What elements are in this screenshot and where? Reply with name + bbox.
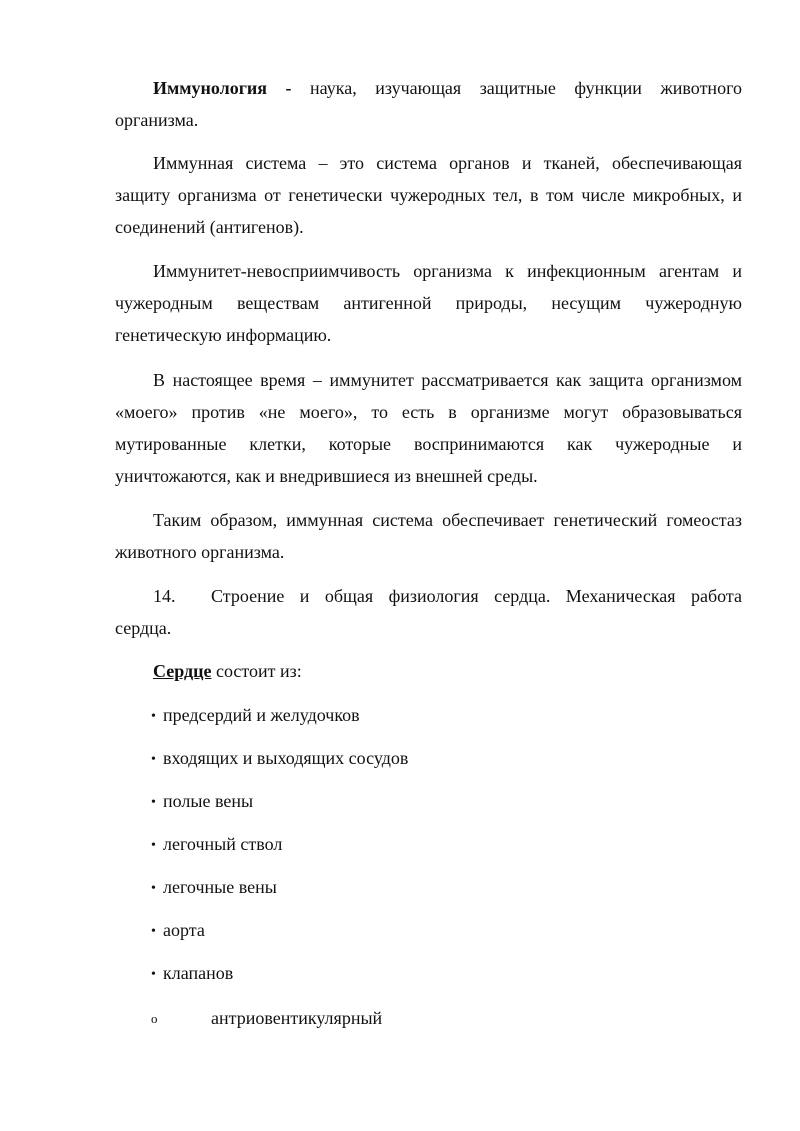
list-item-text: легочные вены bbox=[163, 877, 277, 897]
paragraph-immune-system bbox=[115, 147, 742, 243]
paragraph-present-time bbox=[115, 364, 742, 492]
heart-intro-rest: состоит из: bbox=[211, 661, 302, 681]
paragraph-line: Иммунная система – это система органов и тканей, обеспечивающая bbox=[153, 153, 742, 173]
list-item-text: полые вены bbox=[163, 791, 254, 811]
paragraph-line bbox=[115, 72, 742, 104]
paragraph-line: генетическую информацию. bbox=[115, 325, 332, 345]
list-item bbox=[151, 788, 253, 816]
list-item-text: входящих и выходящих сосудов bbox=[163, 748, 409, 768]
section-heading bbox=[115, 580, 742, 644]
paragraph-line: Иммунитет-невосприимчивость организма к инфекционным агентам и bbox=[153, 261, 742, 281]
term-heart: Сердце bbox=[153, 661, 212, 681]
paragraph-thus bbox=[115, 504, 742, 568]
paragraph-line: животного организма. bbox=[115, 542, 285, 562]
bullet-icon: • bbox=[151, 795, 156, 810]
heart-intro bbox=[115, 655, 742, 687]
bullet-icon: • bbox=[151, 924, 156, 939]
circle-bullet-icon: o bbox=[151, 1011, 158, 1026]
paragraph-line: Таким образом, иммунная система обеспечивает генетический гомеостаз bbox=[153, 510, 742, 530]
section-number: 14. bbox=[153, 586, 176, 606]
bullet-icon: • bbox=[151, 752, 156, 767]
paragraph-line: чужеродным веществам антигенной природы, несущим чужеродную bbox=[115, 293, 742, 313]
section-title: Строение и общая физиология сердца. Механическая работа bbox=[211, 586, 742, 606]
heart-intro-line bbox=[115, 655, 742, 687]
paragraph-line: мутированные клетки, которые воспринимаются как чужеродные и bbox=[115, 434, 742, 454]
list-item-text: предсердий и желудочков bbox=[163, 705, 360, 725]
list-item bbox=[151, 874, 277, 902]
sub-list-item bbox=[151, 1005, 382, 1032]
paragraph-line: соединений (антигенов). bbox=[115, 217, 304, 237]
list-item-text: клапанов bbox=[163, 963, 234, 983]
paragraph-line: В настоящее время – иммунитет рассматривается как защита организмом bbox=[153, 370, 742, 390]
immunology-definition: наука, изучающая защитные функции животного bbox=[310, 78, 742, 98]
sub-list-item-text: антриовентикулярный bbox=[211, 1008, 383, 1028]
bullet-icon: • bbox=[151, 838, 156, 853]
list-item bbox=[151, 831, 282, 859]
bullet-icon: • bbox=[151, 709, 156, 724]
list-item-text: легочный ствол bbox=[163, 834, 283, 854]
list-item bbox=[151, 960, 233, 988]
bullet-icon: • bbox=[151, 967, 156, 982]
list-item bbox=[151, 917, 205, 945]
paragraph-immunology bbox=[115, 72, 742, 136]
paragraph-line: защиту организма от генетически чужеродных тел, в том числе микробных, и bbox=[115, 185, 742, 205]
list-item-text: аорта bbox=[163, 920, 205, 940]
section-heading-line: сердца. bbox=[115, 618, 172, 638]
section-heading-line bbox=[115, 580, 742, 612]
list-item bbox=[151, 702, 360, 730]
paragraph-immunity bbox=[115, 255, 742, 351]
paragraph-line: «моего» против «не моего», то есть в организме могут образовываться bbox=[115, 402, 742, 422]
term-immunology: Иммунология bbox=[153, 78, 268, 98]
term-dash: - bbox=[267, 78, 311, 98]
paragraph-line: организма. bbox=[115, 110, 199, 130]
bullet-icon: • bbox=[151, 881, 156, 896]
paragraph-line: уничтожаются, как и внедрившиеся из внешней среды. bbox=[115, 466, 538, 486]
list-item bbox=[151, 745, 408, 773]
